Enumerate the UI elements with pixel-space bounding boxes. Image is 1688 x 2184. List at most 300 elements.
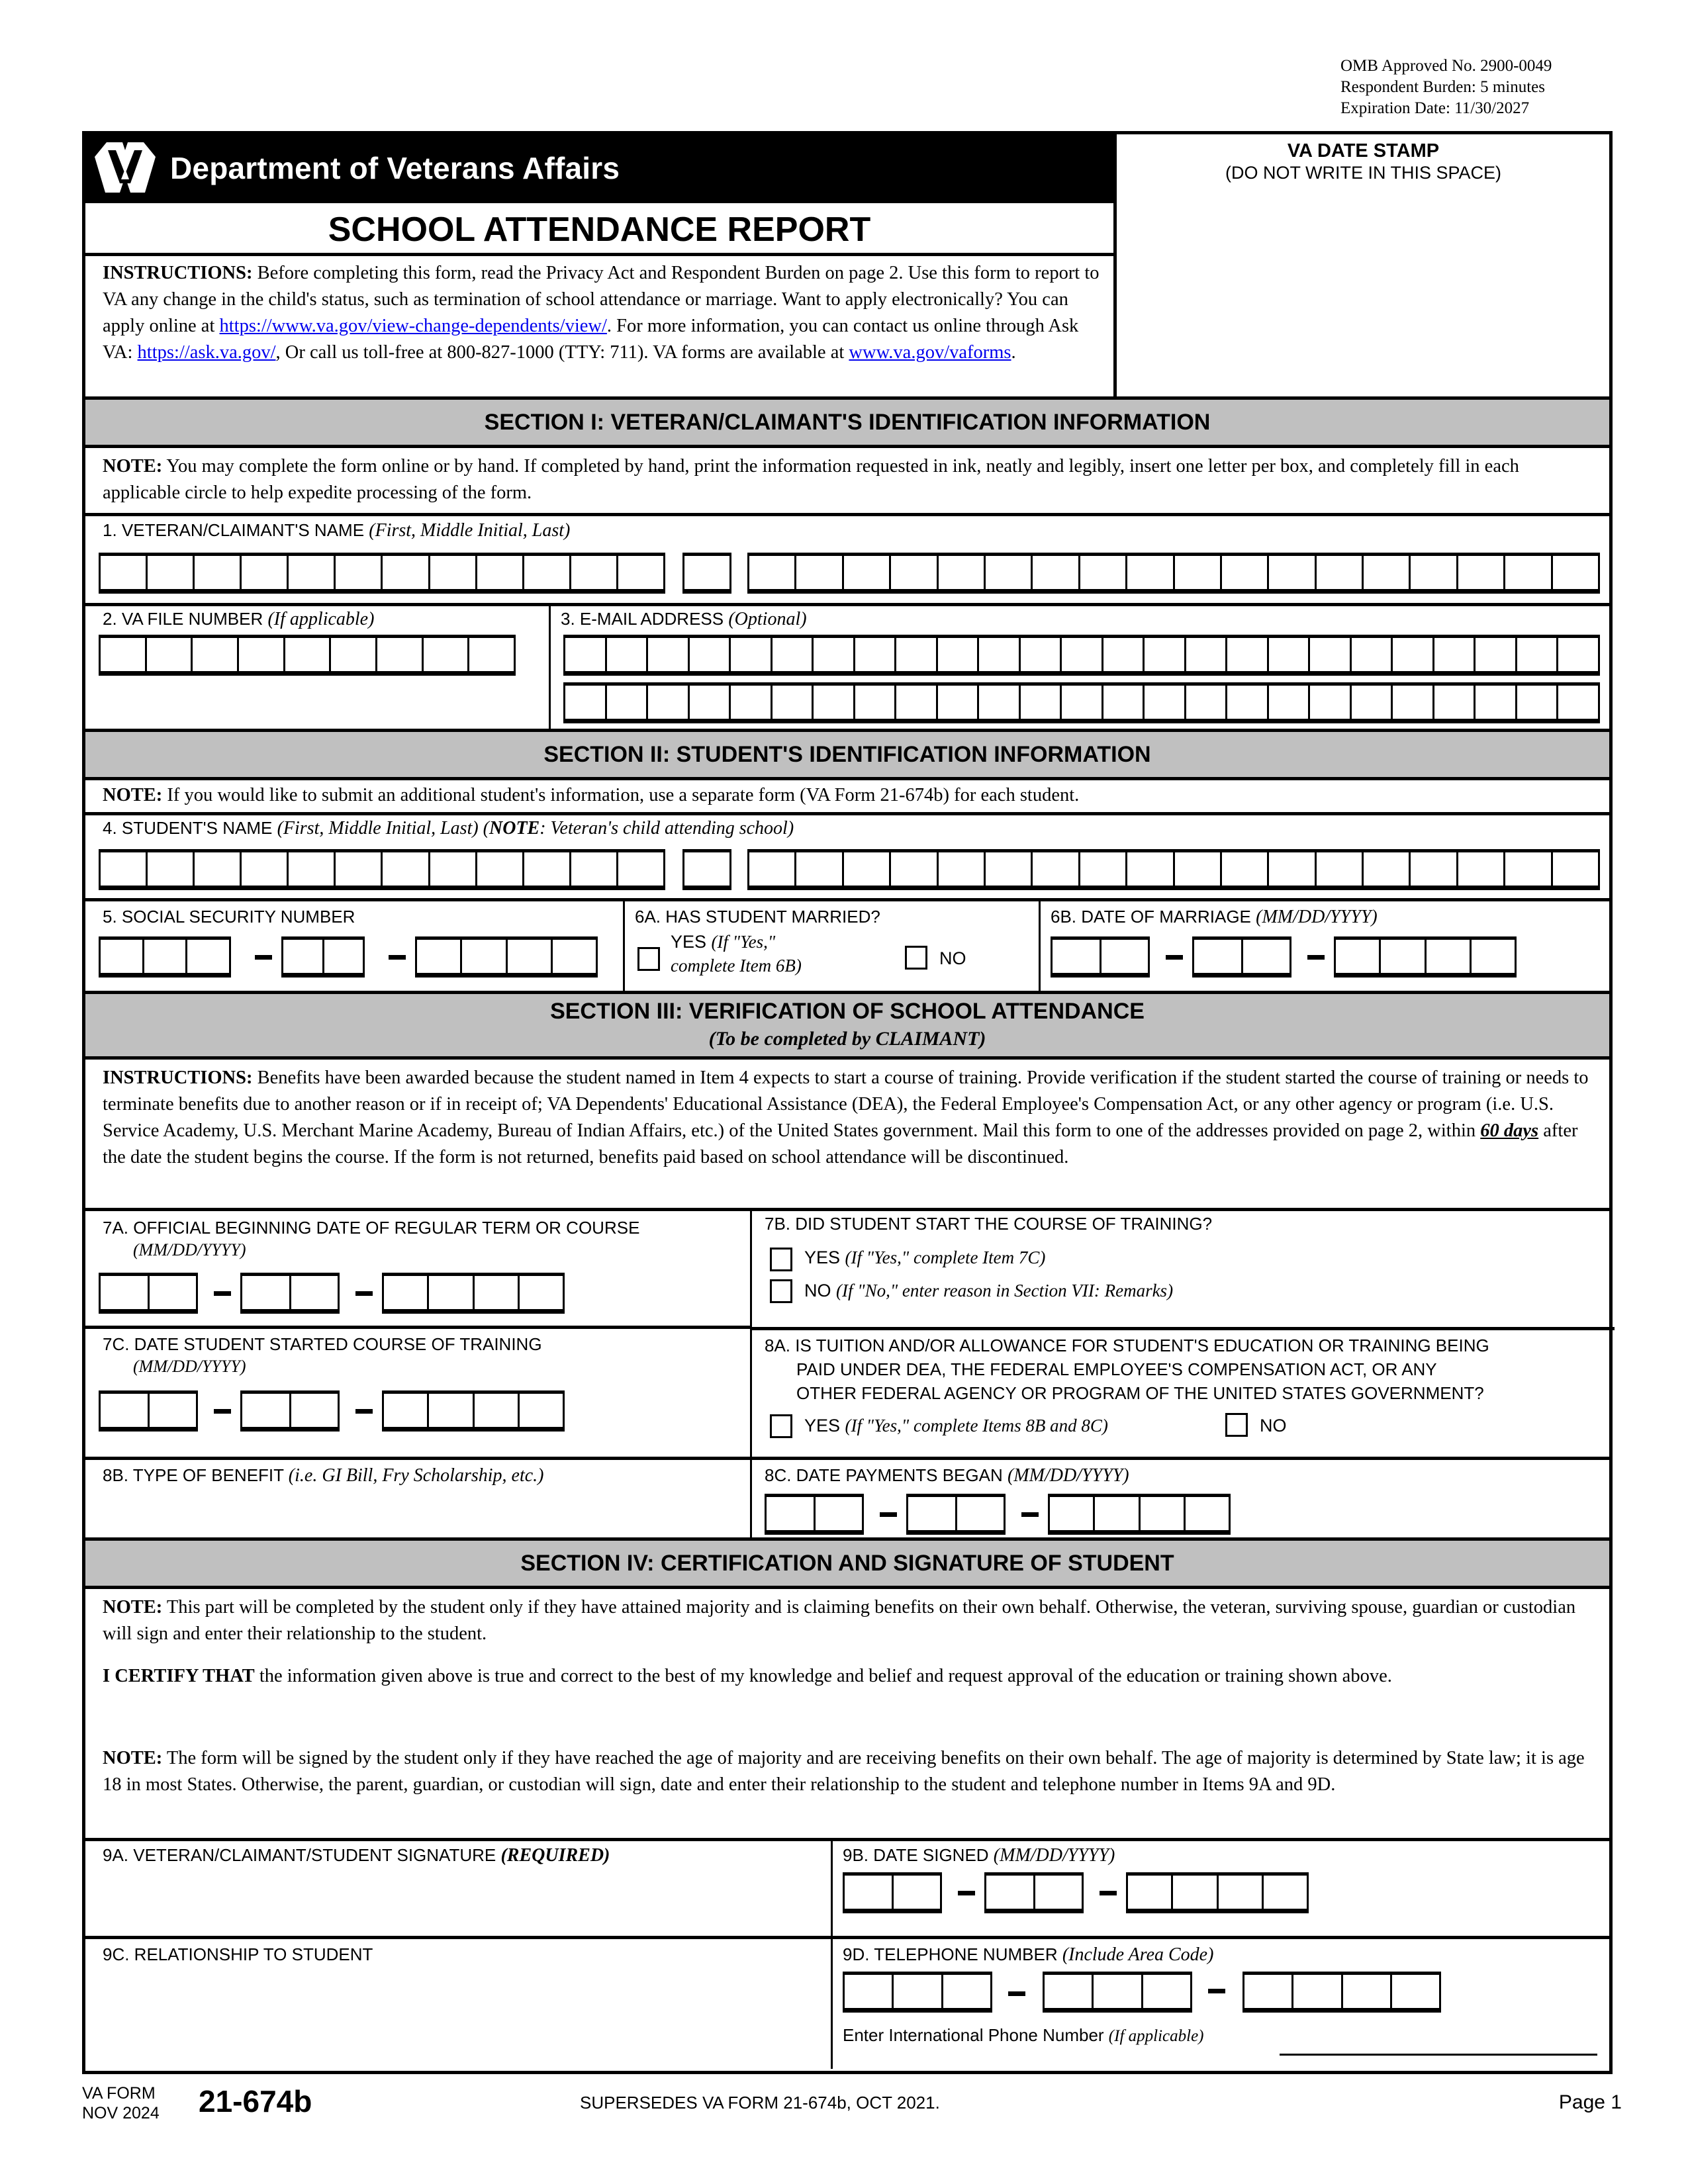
char-box[interactable] — [731, 638, 773, 671]
char-box[interactable] — [430, 852, 477, 886]
payments-began-year-boxes[interactable] — [1048, 1494, 1231, 1535]
char-box[interactable] — [324, 940, 363, 973]
char-box[interactable] — [749, 852, 796, 886]
char-box[interactable] — [520, 1394, 563, 1427]
char-box[interactable] — [1310, 638, 1352, 671]
char-box[interactable] — [1053, 940, 1102, 973]
char-box[interactable] — [150, 1394, 197, 1427]
phone-line-boxes[interactable] — [1243, 1972, 1441, 2013]
char-box[interactable] — [1186, 638, 1228, 671]
char-box[interactable] — [1269, 556, 1316, 589]
option-hint: (If "Yes," complete Item 7C) — [845, 1248, 1046, 1267]
form-label: VA FORM — [82, 2084, 156, 2103]
item-3-label — [561, 603, 807, 635]
char-box[interactable] — [336, 852, 383, 886]
item-8b-label — [103, 1465, 543, 1486]
char-box[interactable] — [844, 556, 891, 589]
char-box[interactable] — [1045, 1975, 1094, 2008]
char-box[interactable] — [1505, 852, 1552, 886]
divider — [85, 1457, 1609, 1460]
char-box[interactable] — [1558, 638, 1598, 671]
char-box[interactable] — [195, 556, 242, 589]
char-box[interactable] — [1352, 638, 1393, 671]
char-box[interactable] — [1127, 556, 1174, 589]
dash — [880, 1512, 897, 1517]
ssn-part-2-boxes[interactable] — [281, 936, 365, 978]
ssn-part-1-boxes[interactable] — [99, 936, 231, 978]
started-no-checkbox[interactable] — [770, 1279, 792, 1303]
form-date: NOV 2024 — [82, 2104, 160, 2122]
option-text: NO — [804, 1281, 837, 1300]
vaforms-link[interactable]: www.va.gov/vaforms — [849, 342, 1011, 363]
char-box[interactable] — [571, 852, 618, 886]
married-yes-label — [671, 930, 802, 978]
char-box[interactable] — [430, 556, 477, 589]
char-box[interactable] — [424, 638, 470, 671]
char-box[interactable] — [1222, 852, 1269, 886]
char-box[interactable] — [845, 1975, 894, 2008]
married-no-label: NO — [939, 948, 966, 968]
char-box[interactable] — [101, 1276, 150, 1309]
certify-text: the information given above is true and correct to the best of my knowledge and belief and request approval of the education or training shown above. — [254, 1666, 1392, 1686]
char-box[interactable] — [1095, 1497, 1140, 1530]
char-box[interactable] — [1269, 638, 1311, 671]
char-box[interactable] — [1352, 686, 1393, 719]
char-box[interactable] — [908, 1497, 957, 1530]
item-9a-label — [103, 1844, 610, 1866]
char-box[interactable] — [1194, 940, 1243, 973]
char-box[interactable] — [1141, 1497, 1186, 1530]
char-box[interactable] — [101, 852, 148, 886]
date-signed-year-boxes[interactable] — [1126, 1872, 1309, 1913]
married-no-checkbox[interactable] — [905, 946, 927, 970]
title-box — [85, 203, 1113, 256]
department-name: Department of Veterans Affairs — [170, 151, 620, 185]
marriage-month-boxes[interactable] — [1051, 936, 1150, 978]
view-change-dependents-link[interactable]: https://www.va.gov/view-change-dependents/view/ — [219, 316, 607, 336]
char-box[interactable] — [767, 1497, 816, 1530]
email-address-row-1-boxes[interactable] — [563, 635, 1600, 676]
signature-field[interactable] — [99, 1871, 820, 1932]
item-5-label: 5. SOCIAL SECURITY NUMBER — [103, 907, 355, 927]
char-box[interactable] — [147, 638, 193, 671]
char-box[interactable] — [1227, 686, 1269, 719]
char-box[interactable] — [242, 852, 289, 886]
char-box[interactable] — [1336, 940, 1381, 973]
dash — [1100, 1891, 1117, 1895]
char-box[interactable] — [1310, 686, 1352, 719]
label-hint: (MM/DD/YYYY) — [993, 1845, 1115, 1866]
char-box[interactable] — [1175, 556, 1222, 589]
char-box[interactable] — [957, 1497, 1004, 1530]
char-box[interactable] — [1035, 1876, 1082, 1909]
item-9d-label — [843, 1944, 1213, 1966]
char-box[interactable] — [384, 1394, 429, 1427]
char-box[interactable] — [384, 1276, 429, 1309]
char-box[interactable] — [1293, 1975, 1342, 2008]
char-box[interactable] — [1269, 686, 1311, 719]
divider — [85, 513, 1609, 516]
item-7a-label: 7A. OFFICIAL BEGINNING DATE OF REGULAR TERM OR COURSE — [103, 1218, 640, 1238]
char-box[interactable] — [1343, 1975, 1392, 2008]
marriage-day-boxes[interactable] — [1192, 936, 1291, 978]
char-box[interactable] — [195, 852, 242, 886]
char-box[interactable] — [462, 940, 507, 973]
student-middle-initial-box[interactable] — [682, 849, 731, 890]
char-box[interactable] — [814, 638, 855, 671]
char-box[interactable] — [383, 852, 430, 886]
char-box[interactable] — [1094, 1975, 1143, 2008]
footer-form-label — [82, 2083, 160, 2123]
char-box[interactable] — [101, 556, 148, 589]
char-box[interactable] — [101, 638, 147, 671]
char-box[interactable] — [1080, 852, 1127, 886]
tuition-no-checkbox[interactable] — [1225, 1413, 1248, 1437]
married-yes-checkbox[interactable] — [637, 947, 660, 971]
option-hint: (If "No," enter reason in Section VII: Remarks) — [836, 1281, 1174, 1300]
char-box[interactable] — [1553, 852, 1598, 886]
char-box[interactable] — [648, 638, 690, 671]
item-1-label — [103, 520, 570, 541]
section-1-note — [103, 453, 1596, 506]
char-box[interactable] — [1264, 1876, 1307, 1909]
char-box[interactable] — [1222, 556, 1269, 589]
option-hint: (If "Yes," — [711, 932, 776, 952]
char-box[interactable] — [289, 852, 336, 886]
char-box[interactable] — [1080, 556, 1127, 589]
char-box[interactable] — [1143, 1975, 1190, 2008]
student-first-name-boxes[interactable] — [99, 849, 665, 890]
char-box[interactable] — [690, 686, 731, 719]
char-box[interactable] — [684, 852, 729, 886]
char-box[interactable] — [429, 1276, 474, 1309]
char-box[interactable] — [845, 1876, 894, 1909]
char-box[interactable] — [524, 852, 571, 886]
note-label: NOTE: — [103, 1597, 163, 1617]
divider — [85, 1936, 1609, 1939]
note-text: If you would like to submit an additional student's information, use a separate form (VA Form 21-674b) for each student. — [162, 785, 1080, 805]
note-text: You may complete the form online or by hand. If completed by hand, print the information requested in ink, neatly and legibly, insert one letter per box, and completely fill in each applicable circle to help expedite processing of the form. — [103, 456, 1519, 503]
char-box[interactable] — [1021, 638, 1062, 671]
char-box[interactable] — [1227, 638, 1269, 671]
char-box[interactable] — [891, 852, 938, 886]
char-box[interactable] — [855, 638, 897, 671]
char-box[interactable] — [1102, 940, 1149, 973]
item-7b-label: 7B. DID STUDENT START THE COURSE OF TRAINING? — [765, 1214, 1213, 1234]
char-box[interactable] — [242, 1276, 291, 1309]
char-box[interactable] — [285, 638, 332, 671]
certification-statement — [103, 1663, 1596, 1690]
label-line: PAID UNDER DEA, THE FEDERAL EMPLOYEE'S COMPENSATION ACT, OR ANY — [796, 1359, 1437, 1379]
char-box[interactable] — [1458, 556, 1505, 589]
char-box[interactable] — [1364, 556, 1411, 589]
section-4-note-2 — [103, 1745, 1596, 1798]
char-box[interactable] — [1186, 1497, 1229, 1530]
label-hint: : Veteran's child attending school) — [539, 818, 794, 839]
char-box[interactable] — [565, 686, 607, 719]
char-box[interactable] — [618, 852, 663, 886]
char-box[interactable] — [938, 638, 980, 671]
char-box[interactable] — [979, 638, 1021, 671]
char-box[interactable] — [331, 638, 377, 671]
date-signed-day-boxes[interactable] — [984, 1872, 1084, 1913]
char-box[interactable] — [571, 556, 618, 589]
char-box[interactable] — [148, 556, 195, 589]
char-box[interactable] — [239, 638, 285, 671]
char-box[interactable] — [1393, 638, 1434, 671]
item-8c-label — [765, 1465, 1129, 1486]
char-box[interactable] — [684, 556, 729, 589]
char-box[interactable] — [1317, 852, 1364, 886]
start-date-month-boxes[interactable] — [99, 1390, 198, 1432]
label-hint: (If applicable) — [267, 609, 375, 629]
ask-va-link[interactable]: https://ask.va.gov/ — [137, 342, 276, 363]
dash — [214, 1409, 231, 1414]
char-box[interactable] — [986, 1876, 1035, 1909]
label-hint: (i.e. GI Bill, Fry Scholarship, etc.) — [288, 1465, 544, 1486]
char-box[interactable] — [1411, 852, 1458, 886]
char-box[interactable] — [148, 852, 195, 886]
char-box[interactable] — [1033, 852, 1080, 886]
char-box[interactable] — [796, 852, 843, 886]
phone-area-code-boxes[interactable] — [843, 1972, 992, 2013]
char-box[interactable] — [1553, 556, 1598, 589]
divider — [1039, 901, 1041, 994]
char-box[interactable] — [1186, 686, 1228, 719]
char-box[interactable] — [1145, 686, 1186, 719]
student-last-name-boxes[interactable] — [747, 849, 1600, 890]
label-hint: (If applicable) — [1108, 2027, 1204, 2045]
char-box[interactable] — [429, 1394, 474, 1427]
international-phone-label — [843, 2025, 1204, 2047]
char-box[interactable] — [1103, 686, 1145, 719]
dash — [958, 1891, 975, 1895]
ssn-part-3-boxes[interactable] — [415, 936, 598, 978]
dash — [1021, 1512, 1039, 1517]
char-box[interactable] — [193, 638, 239, 671]
char-box[interactable] — [855, 686, 897, 719]
certify-label: I CERTIFY THAT — [103, 1666, 255, 1686]
char-box[interactable] — [749, 556, 796, 589]
marriage-year-boxes[interactable] — [1334, 936, 1517, 978]
char-box[interactable] — [1050, 1497, 1095, 1530]
char-box[interactable] — [1175, 852, 1222, 886]
label-text: Enter International Phone Number — [843, 2025, 1109, 2045]
char-box[interactable] — [187, 940, 229, 973]
char-box[interactable] — [242, 556, 289, 589]
char-box[interactable] — [1411, 556, 1458, 589]
char-box[interactable] — [283, 940, 324, 973]
char-box[interactable] — [1128, 1876, 1173, 1909]
char-box[interactable] — [943, 1975, 990, 2008]
label-hint: (MM/DD/YYYY) — [1007, 1465, 1129, 1486]
instructions-text: Benefits have been awarded because the student named in Item 4 expects to start a course of training. Provide verification if the student started the course of training or needs to terminate benefits due to another reason or if in receipt of; VA Dependents' Educational Assistance (DEA), the Federal Employee's Compensation Act, or any other agency or program (i.e. U.S. Service Academy, U.S. Merchant Marine Academy, Bureau of Indian Affairs, etc.) of the United States government. Mail this form to one of the addresses provided on page 2, within — [103, 1068, 1589, 1141]
payments-began-day-boxes[interactable] — [906, 1494, 1006, 1535]
veteran-middle-initial-box[interactable] — [682, 553, 731, 594]
char-box[interactable] — [773, 638, 814, 671]
benefit-type-input[interactable] — [99, 1491, 734, 1531]
label-text: 3. E-MAIL ADDRESS — [561, 609, 729, 629]
char-box[interactable] — [1393, 686, 1434, 719]
char-box[interactable] — [469, 638, 514, 671]
char-box[interactable] — [1243, 940, 1290, 973]
label-line: 8A. IS TUITION AND/OR ALLOWANCE FOR STUDENT'S EDUCATION OR TRAINING BEING — [765, 1336, 1489, 1355]
relationship-field[interactable] — [99, 1970, 820, 2063]
char-box[interactable] — [520, 1276, 563, 1309]
phone-prefix-boxes[interactable] — [1043, 1972, 1192, 2013]
begin-date-year-boxes[interactable] — [382, 1273, 565, 1314]
char-box[interactable] — [1434, 686, 1476, 719]
char-box[interactable] — [816, 1497, 863, 1530]
char-box[interactable] — [1505, 556, 1552, 589]
char-box[interactable] — [553, 940, 596, 973]
char-box[interactable] — [1434, 638, 1476, 671]
char-box[interactable] — [796, 556, 843, 589]
char-box[interactable] — [477, 556, 524, 589]
char-box[interactable] — [383, 556, 430, 589]
char-box[interactable] — [894, 1975, 943, 2008]
char-box[interactable] — [986, 556, 1033, 589]
tuition-yes-label — [804, 1414, 1108, 1437]
char-box[interactable] — [896, 686, 938, 719]
char-box[interactable] — [1427, 940, 1472, 973]
char-box[interactable] — [896, 638, 938, 671]
item-2-label — [103, 603, 374, 635]
va-seal-logo-icon — [92, 140, 158, 195]
label-hint: (First, Middle Initial, Last) — [369, 520, 571, 541]
char-box[interactable] — [417, 940, 462, 973]
char-box[interactable] — [938, 686, 980, 719]
note-label: NOTE: — [103, 456, 163, 477]
divider — [85, 1838, 1609, 1841]
char-box[interactable] — [1062, 686, 1103, 719]
char-box[interactable] — [731, 686, 773, 719]
char-box[interactable] — [1145, 638, 1186, 671]
char-box[interactable] — [1173, 1876, 1218, 1909]
char-box[interactable] — [690, 638, 731, 671]
char-box[interactable] — [101, 940, 144, 973]
tuition-yes-checkbox[interactable] — [770, 1414, 792, 1438]
char-box[interactable] — [475, 1394, 520, 1427]
dash — [255, 955, 272, 960]
char-box[interactable] — [1458, 852, 1505, 886]
char-box[interactable] — [1476, 638, 1517, 671]
char-box[interactable] — [475, 1276, 520, 1309]
instructions-label: INSTRUCTIONS: — [103, 263, 253, 283]
char-box[interactable] — [1021, 686, 1062, 719]
char-box[interactable] — [979, 686, 1021, 719]
divider — [750, 1211, 752, 1538]
begin-date-month-boxes[interactable] — [99, 1273, 198, 1314]
char-box[interactable] — [1517, 686, 1559, 719]
char-box[interactable] — [1103, 638, 1145, 671]
page-number: Page 1 — [1558, 2091, 1622, 2113]
char-box[interactable] — [1062, 638, 1103, 671]
date-signed-month-boxes[interactable] — [843, 1872, 942, 1913]
char-box[interactable] — [1381, 940, 1426, 973]
item-7c-hint: (MM/DD/YYYY) — [133, 1357, 246, 1376]
start-date-day-boxes[interactable] — [240, 1390, 340, 1432]
started-yes-checkbox[interactable] — [770, 1248, 792, 1271]
char-box[interactable] — [291, 1276, 338, 1309]
char-box[interactable] — [1476, 686, 1517, 719]
char-box[interactable] — [101, 1394, 150, 1427]
char-box[interactable] — [150, 1276, 197, 1309]
label-hint: (Include Area Code) — [1062, 1944, 1214, 1965]
deadline-emphasis: 60 days — [1480, 1120, 1539, 1141]
omb-info — [1340, 56, 1552, 119]
char-box[interactable] — [891, 556, 938, 589]
expiration-date: Expiration Date: 11/30/2027 — [1340, 99, 1530, 117]
va-file-number-boxes[interactable] — [99, 635, 516, 676]
email-address-row-2-boxes[interactable] — [563, 682, 1600, 723]
char-box[interactable] — [1472, 940, 1515, 973]
char-box[interactable] — [648, 686, 690, 719]
char-box[interactable] — [1517, 638, 1559, 671]
char-box[interactable] — [1127, 852, 1174, 886]
char-box[interactable] — [939, 852, 986, 886]
char-box[interactable] — [377, 638, 424, 671]
char-box[interactable] — [844, 852, 891, 886]
item-7a-hint: (MM/DD/YYYY) — [133, 1240, 246, 1259]
char-box[interactable] — [773, 686, 814, 719]
supersedes-notice: SUPERSEDES VA FORM 21-674b, OCT 2021. — [580, 2093, 940, 2113]
label-text: 8B. TYPE OF BENEFIT — [103, 1465, 289, 1485]
section-2-note — [103, 780, 1596, 811]
char-box[interactable] — [814, 686, 855, 719]
char-box[interactable] — [336, 556, 383, 589]
char-box[interactable] — [524, 556, 571, 589]
international-phone-input-line[interactable] — [1280, 2054, 1597, 2056]
va-header-bar — [85, 134, 1113, 203]
char-box[interactable] — [607, 638, 649, 671]
char-box[interactable] — [508, 940, 553, 973]
char-box[interactable] — [986, 852, 1033, 886]
instructions-label: INSTRUCTIONS: — [103, 1068, 253, 1088]
stamp-title: VA DATE STAMP — [1287, 140, 1440, 161]
start-date-year-boxes[interactable] — [382, 1390, 565, 1432]
char-box[interactable] — [291, 1394, 338, 1427]
char-box[interactable] — [618, 556, 663, 589]
instructions-text: . — [1011, 342, 1016, 363]
char-box[interactable] — [939, 556, 986, 589]
char-box[interactable] — [1392, 1975, 1439, 2008]
char-box[interactable] — [565, 638, 607, 671]
veteran-last-name-boxes[interactable] — [747, 553, 1600, 594]
char-box[interactable] — [1558, 686, 1598, 719]
option-hint: (If "Yes," complete Items 8B and 8C) — [845, 1416, 1108, 1435]
char-box[interactable] — [1244, 1975, 1293, 2008]
char-box[interactable] — [894, 1876, 941, 1909]
char-box[interactable] — [1317, 556, 1364, 589]
char-box[interactable] — [607, 686, 649, 719]
item-6a-label: 6A. HAS STUDENT MARRIED? — [635, 907, 880, 927]
veteran-first-name-boxes[interactable] — [99, 553, 665, 594]
char-box[interactable] — [144, 940, 188, 973]
char-box[interactable] — [1219, 1876, 1264, 1909]
char-box[interactable] — [477, 852, 524, 886]
respondent-burden: Respondent Burden: 5 minutes — [1340, 78, 1545, 96]
started-no-label — [804, 1279, 1173, 1302]
char-box[interactable] — [1033, 556, 1080, 589]
char-box[interactable] — [1364, 852, 1411, 886]
begin-date-day-boxes[interactable] — [240, 1273, 340, 1314]
char-box[interactable] — [1269, 852, 1316, 886]
char-box[interactable] — [289, 556, 336, 589]
char-box[interactable] — [242, 1394, 291, 1427]
payments-began-month-boxes[interactable] — [765, 1494, 864, 1535]
note-label: NOTE: — [103, 785, 163, 805]
